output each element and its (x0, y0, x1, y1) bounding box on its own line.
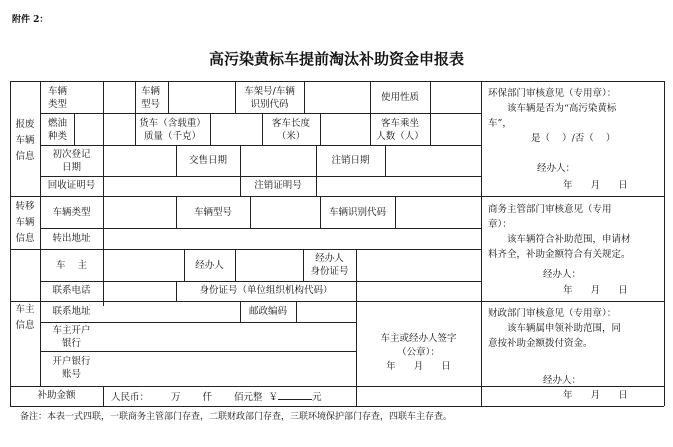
env-review-block: 环保部门审核意见（专用章）： 该车辆是否为“高污染黄标 车”， 是（ ）/否（ ） (488, 88, 617, 144)
seats-label: 客车乘坐 人数（人） (376, 118, 424, 142)
address-label: 联系地址 (52, 306, 91, 317)
vehicle-type-label: 车辆 类型 (48, 86, 68, 110)
postcode-label: 邮政编码 (248, 306, 287, 317)
subsidy-amount: 人民币： 万 仟 佰元整 ￥ 元 (111, 392, 322, 403)
finance-date: 年 月 日 (563, 390, 628, 401)
phone-label: 联系电话 (52, 285, 91, 296)
owner-section-label: 车主 信息 (15, 304, 35, 331)
attachment-label: 附件 2： (12, 15, 49, 25)
handler-label: 经办人 (195, 260, 224, 271)
transfer-type-label: 车辆类型 (52, 207, 91, 218)
scrap-section-label: 报废 车辆 信息 (15, 119, 35, 162)
frame-code-label: 车架号/车辆 识别代码 (244, 86, 295, 110)
vehicle-model-label: 车辆 型号 (141, 86, 161, 110)
truck-mass-label: 货车（含载重） 质量（千克） (139, 118, 206, 142)
transfer-section-label: 转移 车辆 信息 (15, 201, 35, 244)
commerce-handler: 经办人： (543, 269, 582, 280)
transfer-model-label: 车辆型号 (193, 207, 232, 218)
subsidy-label: 补助金额 (37, 390, 76, 401)
commerce-date: 年 月 日 (563, 285, 628, 296)
handler-id-label: 经办人 身份证号 (310, 253, 349, 277)
owner-label: 车 主 (55, 260, 88, 271)
transfer-vin-label: 车辆识别代码 (328, 207, 386, 218)
usage-label: 使用性质 (380, 92, 419, 103)
bank-label: 车主开户 银行 (52, 325, 91, 349)
finance-review-block: 财政部门审核意见（专用章）： 该车辆属申领补助范围，同 意按补助金额拨付资金。 (488, 308, 622, 349)
commerce-review-block: 商务主管部门审核意见（专用 章）： 该车辆符合补助范围，申请材 料齐全，补助金额符合有关规定。 (488, 204, 631, 260)
env-handler: 经办人： (537, 163, 576, 174)
recycle-cert-label: 回收证明号 (47, 180, 96, 191)
owner-signature-block: 车主或经办人签字 （公章）： 年 月 日 (380, 333, 457, 372)
finance-handler: 经办人： (543, 375, 582, 386)
cancel-date-label: 注销日期 (331, 155, 370, 166)
sale-date-label: 交售日期 (188, 155, 227, 166)
id-no-label: 身份证号（单位组织机构代码） (199, 285, 333, 296)
first-reg-label: 初次登记 日期 (52, 149, 91, 173)
fuel-type-label: 燃油 种类 (48, 118, 68, 142)
footnote: 备注：本表一式四联，一联商务主管部门存查，二联财政部门存查，三联环境保护部门存查，四联车主存查。 (20, 412, 453, 422)
transfer-from-label: 转出地址 (52, 233, 91, 244)
cancel-cert-label: 注销证明号 (254, 180, 302, 191)
length-label: 客车长度 （米） (271, 118, 310, 142)
page-title: 高污染黄标车提前淘汰补助资金申报表 (208, 50, 464, 68)
account-label: 开户银行 账号 (52, 356, 91, 380)
env-date: 年 月 日 (563, 180, 628, 191)
